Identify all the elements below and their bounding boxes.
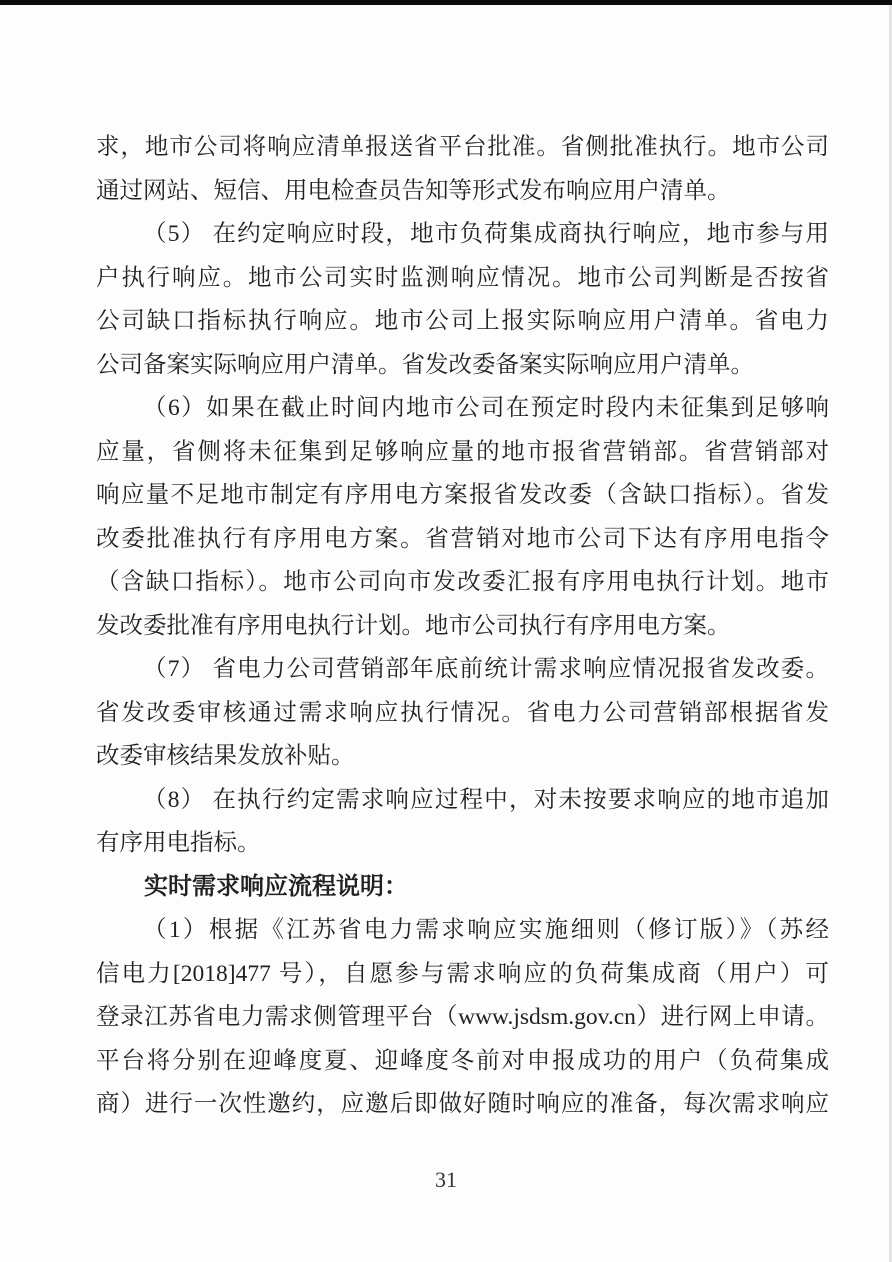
text-line: 应量，省侧将未征集到足够响应量的地市报省营销部。省营销部对 <box>96 438 829 465</box>
text-line: 公司缺口指标执行响应。地市公司上报实际响应用户清单。省电力 <box>96 308 829 334</box>
text-line: （5） 在约定响应时段，地市负荷集成商执行响应，地市参与用 <box>143 221 829 247</box>
text-line: （7） 省电力公司营销部年底前统计需求响应情况报省发改委。 <box>143 656 829 682</box>
text-line: 信电力[2018]477 号），自愿参与需求响应的负荷集成商（用户）可 <box>96 960 829 987</box>
text-line: 公司备案实际响应用户清单。省发改委备案实际响应用户清单。 <box>96 351 754 378</box>
text-line: 登录江苏省电力需求侧管理平台（www.jsdsm.gov.cn）进行网上申请。 <box>96 1004 829 1030</box>
text-line: 改委审核结果发放补贴。 <box>96 743 355 769</box>
text-line: 发改委批准有序用电执行计划。地市公司执行有序用电方案。 <box>96 612 731 639</box>
text-line: 平台将分别在迎峰度夏、迎峰度冬前对申报成功的用户（负荷集成 <box>96 1047 829 1074</box>
text-line: 通过网站、短信、用电检查员告知等形式发布响应用户清单。 <box>96 177 731 204</box>
text-line: （1）根据《江苏省电力需求响应实施细则（修订版）》（苏经 <box>143 917 829 943</box>
text-line: 商）进行一次性邀约，应邀后即做好随时响应的准备，每次需求响应 <box>96 1091 829 1117</box>
text-line: 求，地市公司将响应清单报送省平台批准。省侧批准执行。地市公司 <box>96 134 829 160</box>
scan-edge-top <box>0 0 892 5</box>
text-line: 改委批准执行有序用电方案。省营销对地市公司下达有序用电指令 <box>96 525 829 552</box>
text-line: 有序用电指标。 <box>96 830 261 856</box>
text-line: 省发改委审核通过需求响应执行情况。省电力公司营销部根据省发 <box>96 699 829 726</box>
text-line: （含缺口指标）。地市公司向市发改委汇报有序用电执行计划。地市 <box>96 569 829 595</box>
text-line: （6）如果在截止时间内地市公司在预定时段内未征集到足够响 <box>143 395 829 421</box>
text-line: 响应量不足地市制定有序用电方案报省发改委（含缺口指标）。省发 <box>96 482 829 508</box>
page-number: 31 <box>435 1167 457 1192</box>
section-heading: 实时需求响应流程说明： <box>144 873 408 900</box>
document-body <box>96 126 829 1127</box>
text-line: （8） 在执行约定需求响应过程中，对未按要求响应的地市追加 <box>143 786 829 813</box>
text-line: 户执行响应。地市公司实时监测响应情况。地市公司判断是否按省 <box>96 264 829 291</box>
